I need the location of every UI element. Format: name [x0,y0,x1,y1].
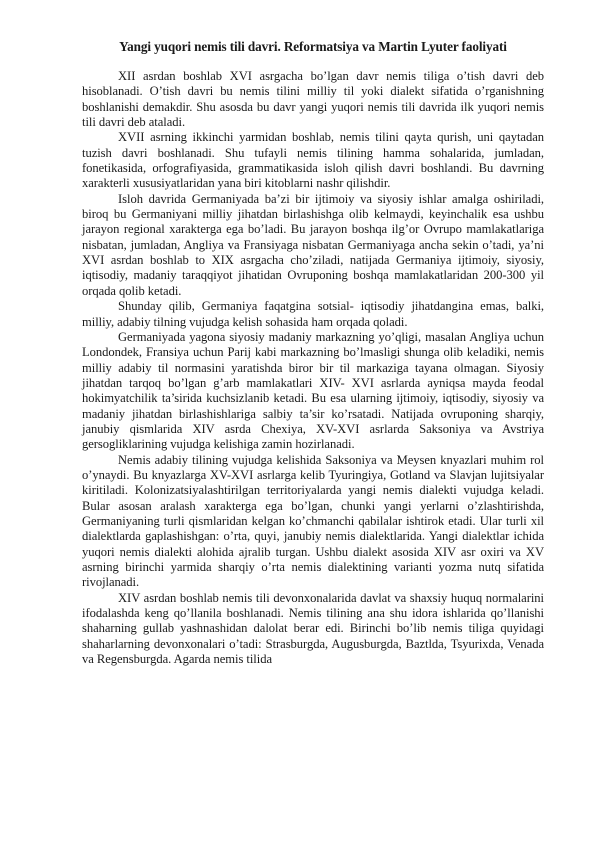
paragraph-2: XVII asrning ikkinchi yarmidan boshlab, nemis tilini qayta qurish, uni qaytadan tuzish davri boshlanadi. Shu tufayli nemis tilining hamma sohalarida, jumladan, fonetikasida, orfografiyasida, grammatikasida isloh qilish davri boshlandi. Bu davrning xarakterli xususiyatlaridan yana biri kitoblarni nashr qilishdir. [82,130,544,191]
document-title: Yangi yuqori nemis tili davri. Reformatsiya va Martin Lyuter faoliyati [119,39,507,54]
paragraph-1: XII asrdan boshlab XVI asrgacha bo’lgan davr nemis tiliga o’tish davri deb hisoblanadi. O’tish davri bu nemis tilini milliy til yoki dialekt sifatida o’rganishning boshlanishi demakdir. Shu asosda bu davr yangi yuqori nemis tili davrida ilk yuqori nemis tili davri deb ataladi. [82,69,544,130]
paragraph-4: Shunday qilib, Germaniya faqatgina sotsial- iqtisodiy jihatdangina emas, balki, milliy, adabiy tilning vujudga kelish sohasida ham orqada qoladi. [82,299,544,329]
paragraph-7: XIV asrdan boshlab nemis tili devonxonalarida davlat va shaxsiy huquq normalarini ifodalashda keng qo’llanila boshlanadi. Nemis tilining ana shu idora ishlarida qo’llanishi shaharning gullab yashnashidan dalolat berar edi. Birinchi bo’lib nemis tiliga quyidagi shaharlarning devonxonalari o’tadi: Strasburgda, Augusburgda, Baztlda, Tsyurixda, Venada va Regensburgda. Agarda nemis tilida [82,590,544,667]
paragraph-6: Nemis adabiy tilining vujudga kelishida Saksoniya va Meysen knyazlari muhim rol o’ynaydi. Bu knyazlarga XV-XVI asrlarga kelib Tyuringiya, Gotland va Slavjan lujitsiyalar kiritiladi. Kolonizatsiyalashtirilgan territoriyalarda yangi nemis dialekti vujudga keladi. Bular asosan aralash xarakterga ega bo’lgan, chunki yangi yerlarni o’zlashtirishda, Germaniyaning turli qismlaridan kelgan ko’chmanchi qabilalar ishtirok etadi. Ular turli xil dialektlarda gaplashishgan: o’rta, quyi, janubiy nemis dialektlarida. Yangi dialektlar ichida yuqori nemis dialekti alohida ajralib turgan. Ushbu dialekt asosida XIV asr oxiri va XV asrning birinchi yarmida sharqiy o’rta nemis dialektining varianti yozma nutq sifatida rivojlanadi. [82,452,544,590]
paragraph-3: Isloh davrida Germaniyada ba’zi bir ijtimoiy va siyosiy ishlar amalga oshiriladi, biroq bu Germaniyani milliy jihatdan birlashishga olib kelmaydi, keyinchalik esa ushbu jarayon regional xarakterga ega bo’ladi. Bu jarayon boshqa ilg’or Ovrupo mamlakatlariga nisbatan, jumladan, Angliya va Fransiyaga nisbatan Germaniyaga ancha sekin o’tadi, ya’ni XVI asrdan boshlab to XIX asrgacha cho’ziladi, natijada Germaniya ijtimoiy, siyosiy, iqtisodiy, madaniy taraqqiyot jihatidan Ovruponing boshqa mamlakatlaridan 200-300 yil orqada qolib ketadi. [82,191,544,298]
paragraph-5: Germaniyada yagona siyosiy madaniy markazning yo’qligi, masalan Angliya uchun Londondek, Fransiya uchun Parij kabi markazning bo’lmasligi shunga olib keladiki, nemis milliy adabiy til normasini yaratishda biror bir til markaziga tayana olmagan. Siyosiy jihatdan tarqoq bo’lgan g’arb mamlakatlari XIV- XVI asrlarda ayniqsa mayda feodal hokimyatchilik ta’sirida kuchsizlanib ketadi. Bu esa ularning ijtimoiy, iqtisodiy, siyosiy va madaniy jihatdan birlashishlariga salbiy ta’sir ko’rsatadi. Natijada ovruponing sharqiy, janubiy qismlarida XIV asrda Chexiya, XV-XVI asrlarda Saksoniya va Avstriya gersogliklarining vujudga kelishiga zamin hozirlanadi. [82,329,544,452]
